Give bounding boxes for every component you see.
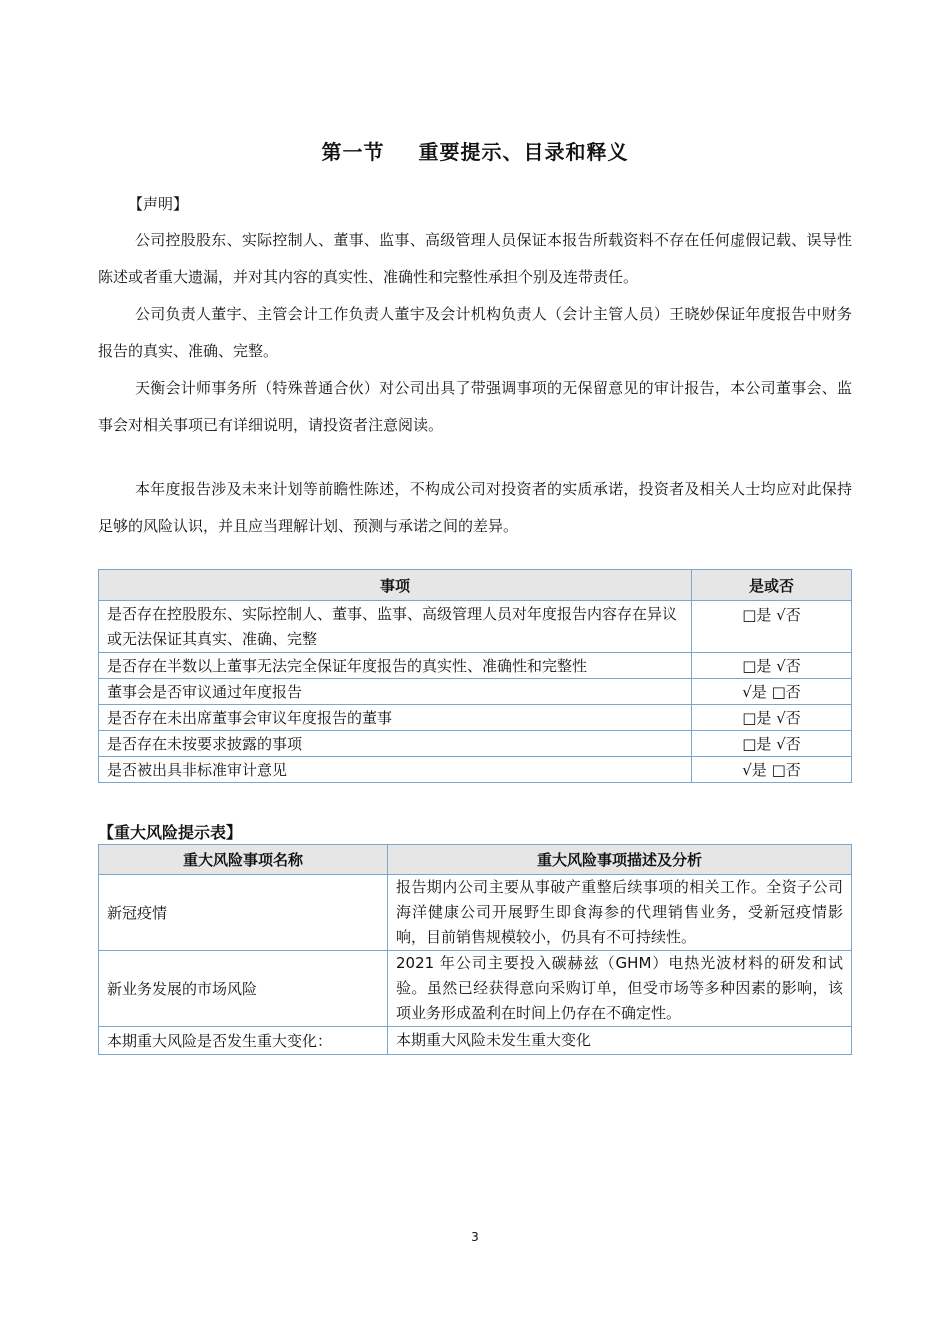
table-row	[99, 653, 852, 679]
paragraph-3: 天衡会计师事务所（特殊普通合伙）对公司出具了带强调事项的无保留意见的审计报告，本公司董事会、监事会对相关事项已有详细说明，请投资者注意阅读。	[98, 379, 852, 434]
header-risk-desc: 重大风险事项描述及分析	[388, 845, 852, 875]
risk-table-heading: 【重大风险提示表】	[98, 823, 243, 842]
risk-table	[98, 844, 852, 1055]
paragraph-2: 公司负责人董宇、主管会计工作负责人董宇及会计机构负责人（会计主管人员）王晓妙保证年度报告中财务报告的真实、准确、完整。	[98, 305, 852, 360]
table-row	[99, 705, 852, 731]
page-number: 3	[471, 1230, 479, 1244]
risk-description: 本期重大风险未发生重大变化	[388, 1027, 852, 1055]
row-item: 是否被出具非标准审计意见	[99, 757, 692, 783]
section-heading: 重要提示、目录和释义	[418, 140, 629, 164]
table-row	[99, 951, 852, 1027]
row-item: 是否存在控股股东、实际控制人、董事、监事、高级管理人员对年度报告内容存在异议或无法保证其真实、准确、完整	[99, 601, 692, 653]
header-risk-name: 重大风险事项名称	[99, 845, 388, 875]
risk-name: 新冠疫情	[99, 875, 388, 951]
row-item: 是否存在未出席董事会审议年度报告的董事	[99, 705, 692, 731]
table-row	[99, 1027, 852, 1055]
row-answer: √是 □否	[692, 757, 852, 783]
row-answer: □是 √否	[692, 705, 852, 731]
risk-name: 新业务发展的市场风险	[99, 951, 388, 1027]
header-yes-no: 是或否	[692, 570, 852, 601]
row-item: 董事会是否审议通过年度报告	[99, 679, 692, 705]
paragraph-1: 公司控股股东、实际控制人、董事、监事、高级管理人员保证本报告所载资料不存在任何虚假记载、误导性陈述或者重大遗漏，并对其内容的真实性、准确性和完整性承担个别及连带责任。	[98, 231, 852, 286]
row-answer: □是 √否	[692, 731, 852, 757]
table-header-row	[99, 845, 852, 875]
row-answer: □是 √否	[692, 653, 852, 679]
table-header-row	[99, 570, 852, 601]
row-answer: □是 √否	[692, 601, 852, 653]
table-row	[99, 601, 852, 653]
table-row	[99, 875, 852, 951]
table-row	[99, 731, 852, 757]
header-item: 事项	[99, 570, 692, 601]
confirmation-table	[98, 569, 852, 783]
risk-description: 2021 年公司主要投入碳赫兹（GHM）电热光波材料的研发和试验。虽然已经获得意向采购订单，但受市场等多种因素的影响，该项业务形成盈利在时间上仍存在不确定性。	[388, 951, 852, 1027]
row-item: 是否存在未按要求披露的事项	[99, 731, 692, 757]
paragraph-4: 本年度报告涉及未来计划等前瞻性陈述，不构成公司对投资者的实质承诺，投资者及相关人士均应对此保持足够的风险认识，并且应当理解计划、预测与承诺之间的差异。	[98, 480, 852, 535]
table-row	[99, 757, 852, 783]
row-item: 是否存在半数以上董事无法完全保证年度报告的真实性、准确性和完整性	[99, 653, 692, 679]
section-title	[0, 136, 950, 165]
row-answer: √是 □否	[692, 679, 852, 705]
risk-name: 本期重大风险是否发生重大变化：	[99, 1027, 388, 1055]
section-number: 第一节	[321, 140, 385, 164]
table-row	[99, 679, 852, 705]
statement-label: 【声明】	[128, 195, 189, 213]
risk-description: 报告期内公司主要从事破产重整后续事项的相关工作。全资子公司海洋健康公司开展野生即食海参的代理销售业务，受新冠疫情影响，目前销售规模较小，仍具有不可持续性。	[388, 875, 852, 951]
